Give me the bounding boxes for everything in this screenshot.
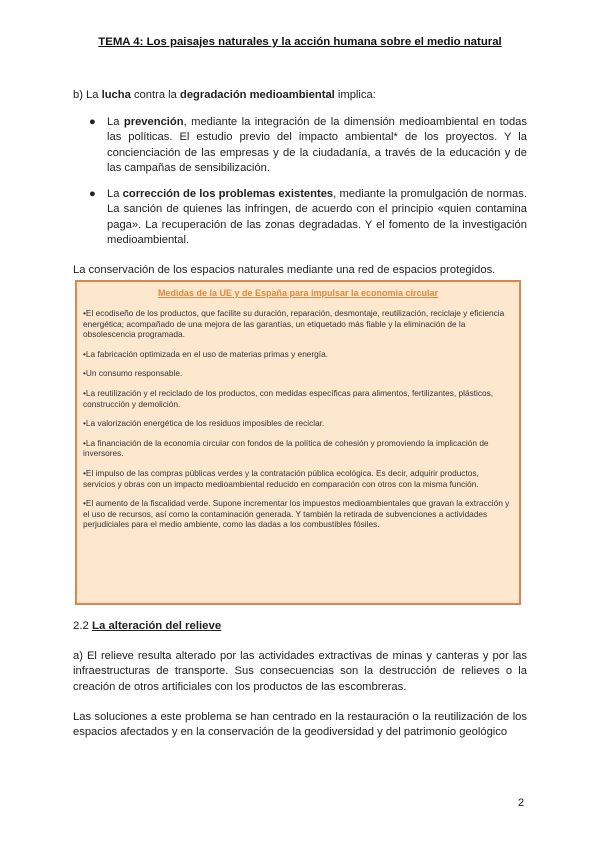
section-heading: 2.2 La alteración del relieve <box>73 620 222 632</box>
box-item: •El ecodiseño de los productos, que facilite su duración, reparación, desmontaje, reutilización, reciclaje y eficiencia energética; acompañado de una mejora de las garantías, un etiquetado más fiable y la eliminación de la obsolescencia programada. <box>83 308 505 340</box>
soluciones-paragraph: Las soluciones a este problema se han centrado en la restauración o la reutilización de los espacios afectados y en la conservación de la geodiversidad y del patrimonio geológico <box>73 711 527 739</box>
box-item: •El impulso de las compras públicas verdes y la contratación pública ecológica. Es decir, adquirir productos, servicios y obras con un impacto medioambiental reducido en comparación con otros con la misma función. <box>83 467 479 489</box>
conservation-paragraph: La conservación de los espacios naturales mediante una red de espacios protegidos. <box>73 264 496 276</box>
box-item: •El aumento de la fiscalidad verde. Supone incrementar los impuestos medioambientales que gravan la extracción y el uso de recursos, así como la contaminación generada. Y también la retirada de subvenciones a actividades perjudiciales para el medio ambiente, como las dadas a los combustibles fósiles. <box>83 498 510 530</box>
page-header-title: TEMA 4: Los paisajes naturales y la acción humana sobre el medio natural <box>98 36 502 48</box>
circular-economy-box <box>75 280 521 605</box>
bullet-list-correction <box>89 187 527 249</box>
list-item: ● La prevención, mediante la integración de la dimensión medioambiental en todas las políticas. El estudio previo del impacto ambiental* de los proyectos. Y la concienciación de las empresas y de la ciudadanía, a través de la educación y de las campañas de sensibilización. <box>89 116 527 175</box>
list-item: ● La corrección de los problemas existentes, mediante la promulgación de normas. La sanción de quienes las infringen, de acuerdo con el principio «quien contamina paga». La recuperación de las zonas degradadas. Y el fomento de la investigación medioambiental. <box>89 188 527 247</box>
page-number: 2 <box>518 797 525 809</box>
box-item: •Un consumo responsable. <box>83 368 183 379</box>
box-item: •La reutilización y el reciclado de los productos, con medidas específicas para alimentos, fertilizantes, plásticos, construcción y demolición. <box>83 387 494 409</box>
bullet-list-prevention <box>89 115 527 177</box>
intro-paragraph: b) La lucha contra la degradación medioambiental implica: <box>73 89 376 101</box>
relieve-paragraph: a) El relieve resulta alterado por las actividades extractivas de minas y canteras y por las infraestructuras de transporte. Sus consecuencias son la destrucción de relieves o la creación de otros artificiales con los productos de las escombreras. <box>73 650 527 693</box>
bullet-dot-icon: ● <box>89 116 96 128</box>
bullet-dot-icon: ● <box>89 188 96 200</box>
box-title: Medidas de la UE y de España para impulsar la economía circular <box>157 288 439 298</box>
box-item: •La financiación de la economía circular con fondos de la política de cohesión y promoviendo la implicación de inversores. <box>83 437 489 459</box>
box-item: •La valorización energética de los residuos imposibles de reciclar. <box>83 418 325 429</box>
box-item: •La fabricación optimizada en el uso de materias primas y energía. <box>83 348 329 359</box>
